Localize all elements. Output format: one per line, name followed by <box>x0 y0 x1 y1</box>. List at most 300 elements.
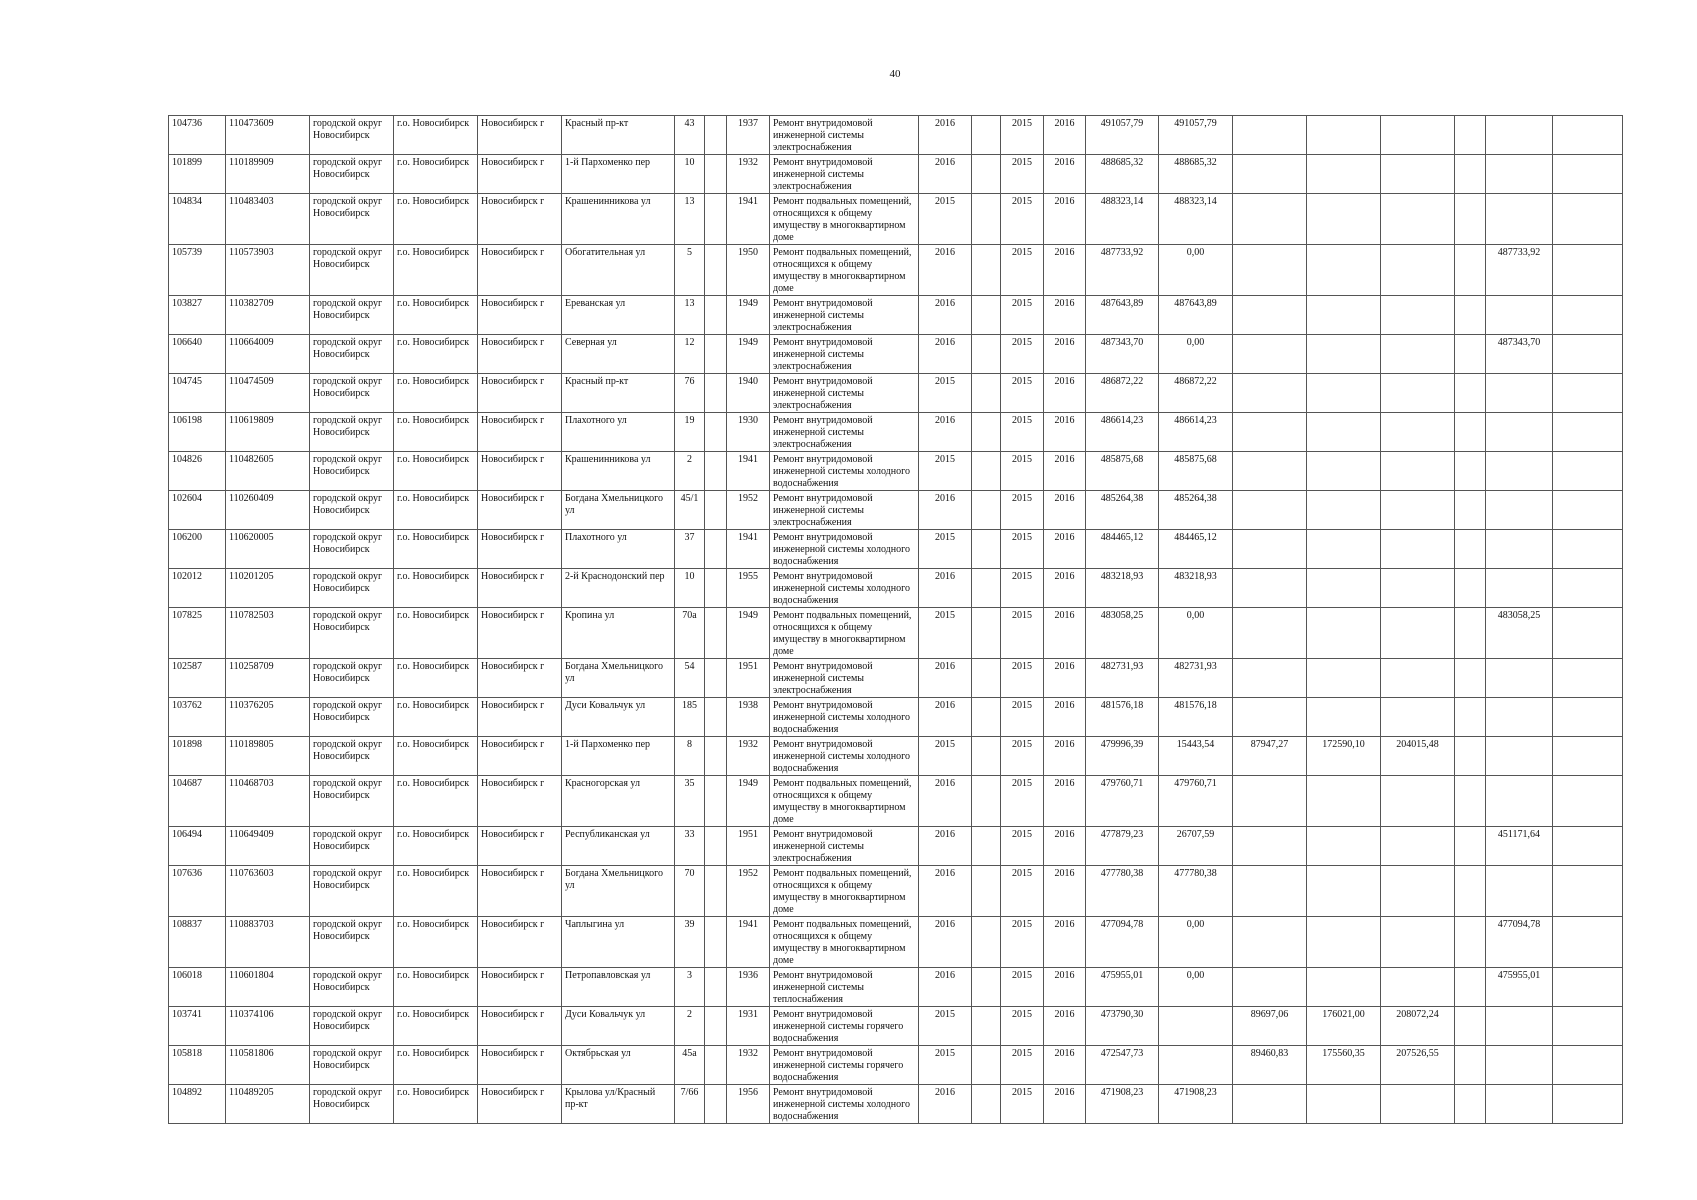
cell-street: Петропавловская ул <box>562 968 675 1007</box>
cell-municipal-unit: г.о. Новосибирск <box>394 194 478 245</box>
cell-period-start: 2015 <box>1001 530 1044 569</box>
cell-cost-other: 487733,92 <box>1486 245 1553 296</box>
cell-cost-owners-3 <box>1381 245 1455 296</box>
cell-period-end: 2016 <box>1044 1007 1086 1046</box>
cell-build-year: 1950 <box>727 245 770 296</box>
cell-house-code: 110201205 <box>226 569 310 608</box>
cell-period-end: 2016 <box>1044 569 1086 608</box>
cell-cost-other <box>1486 737 1553 776</box>
cell-total-cost: 488685,32 <box>1086 155 1159 194</box>
cell-cost-fund: 482731,93 <box>1159 659 1233 698</box>
cell-settlement: Новосибирск г <box>478 491 562 530</box>
cell-total-cost: 475955,01 <box>1086 968 1159 1007</box>
cell-settlement: Новосибирск г <box>478 659 562 698</box>
cell-cost-fund <box>1159 1007 1233 1046</box>
cell-spare <box>1455 827 1486 866</box>
cell-total-cost: 477780,38 <box>1086 866 1159 917</box>
cell-work-type: Ремонт внутридомовой инженерной системы горячего водоснабжения <box>770 1007 919 1046</box>
cell-cost-owners-1 <box>1233 116 1307 155</box>
cell-record-id: 103762 <box>169 698 226 737</box>
cell-municipality: городской округ Новосибирск <box>310 413 394 452</box>
cell-cost-fund: 481576,18 <box>1159 698 1233 737</box>
cell-build-year: 1937 <box>727 116 770 155</box>
cell-period-start: 2015 <box>1001 335 1044 374</box>
cell-total-cost: 485875,68 <box>1086 452 1159 491</box>
cell-record-id: 106198 <box>169 413 226 452</box>
cell-cost-owners-1 <box>1233 1085 1307 1124</box>
cell-build-year: 1951 <box>727 827 770 866</box>
cell-cost-other <box>1486 659 1553 698</box>
cell-total-cost: 483218,93 <box>1086 569 1159 608</box>
cell-extra-year <box>972 1085 1001 1124</box>
cell-period-end: 2016 <box>1044 698 1086 737</box>
cell-period-start: 2015 <box>1001 917 1044 968</box>
cell-municipal-unit: г.о. Новосибирск <box>394 413 478 452</box>
cell-work-type: Ремонт подвальных помещений, относящихся к общему имуществу в многоквартирном доме <box>770 776 919 827</box>
cell-municipal-unit: г.о. Новосибирск <box>394 569 478 608</box>
cell-house-code: 110376205 <box>226 698 310 737</box>
cell-house-number: 35 <box>675 776 705 827</box>
cell-extra-year <box>972 827 1001 866</box>
cell-cost-owners-2 <box>1307 1085 1381 1124</box>
cell-street: Дуси Ковальчук ул <box>562 698 675 737</box>
cell-house-number: 43 <box>675 116 705 155</box>
cell-settlement: Новосибирск г <box>478 968 562 1007</box>
cell-settlement: Новосибирск г <box>478 608 562 659</box>
cell-municipal-unit: г.о. Новосибирск <box>394 917 478 968</box>
table-row <box>169 194 1623 245</box>
cell-work-type: Ремонт внутридомовой инженерной системы холодного водоснабжения <box>770 698 919 737</box>
cell-spare <box>1455 194 1486 245</box>
cell-building <box>705 776 727 827</box>
cell-house-code: 110258709 <box>226 659 310 698</box>
cell-build-year: 1932 <box>727 737 770 776</box>
table-row <box>169 917 1623 968</box>
cell-house-number: 70а <box>675 608 705 659</box>
cell-work-type: Ремонт внутридомовой инженерной системы холодного водоснабжения <box>770 1085 919 1124</box>
cell-cost-owners-2 <box>1307 374 1381 413</box>
cell-cost-owners-1 <box>1233 827 1307 866</box>
cell-settlement: Новосибирск г <box>478 1046 562 1085</box>
cell-record-id: 104687 <box>169 776 226 827</box>
cell-remark <box>1553 413 1623 452</box>
cell-settlement: Новосибирск г <box>478 296 562 335</box>
cell-build-year: 1931 <box>727 1007 770 1046</box>
cell-house-number: 185 <box>675 698 705 737</box>
cell-municipality: городской округ Новосибирск <box>310 698 394 737</box>
cell-municipal-unit: г.о. Новосибирск <box>394 296 478 335</box>
cell-cost-fund: 0,00 <box>1159 917 1233 968</box>
cell-cost-owners-1 <box>1233 296 1307 335</box>
cell-record-id: 104736 <box>169 116 226 155</box>
cell-record-id: 101899 <box>169 155 226 194</box>
cell-cost-owners-2: 172590,10 <box>1307 737 1381 776</box>
cell-cost-owners-1 <box>1233 968 1307 1007</box>
cell-total-cost: 483058,25 <box>1086 608 1159 659</box>
cell-cost-other: 475955,01 <box>1486 968 1553 1007</box>
cell-cost-owners-3 <box>1381 296 1455 335</box>
cell-settlement: Новосибирск г <box>478 452 562 491</box>
cell-extra-year <box>972 155 1001 194</box>
cell-municipal-unit: г.о. Новосибирск <box>394 968 478 1007</box>
cell-build-year: 1930 <box>727 413 770 452</box>
cell-work-type: Ремонт внутридомовой инженерной системы холодного водоснабжения <box>770 737 919 776</box>
cell-planned-year: 2015 <box>919 1046 972 1085</box>
table-row <box>169 296 1623 335</box>
cell-work-type: Ремонт внутридомовой инженерной системы электроснабжения <box>770 296 919 335</box>
cell-work-type: Ремонт подвальных помещений, относящихся к общему имуществу в многоквартирном доме <box>770 194 919 245</box>
cell-cost-owners-1 <box>1233 776 1307 827</box>
cell-period-end: 2016 <box>1044 530 1086 569</box>
cell-period-end: 2016 <box>1044 155 1086 194</box>
cell-cost-fund: 0,00 <box>1159 335 1233 374</box>
cell-remark <box>1553 737 1623 776</box>
cell-municipality: городской округ Новосибирск <box>310 608 394 659</box>
cell-settlement: Новосибирск г <box>478 1085 562 1124</box>
cell-street: Северная ул <box>562 335 675 374</box>
cell-cost-other <box>1486 194 1553 245</box>
cell-period-start: 2015 <box>1001 866 1044 917</box>
cell-building <box>705 245 727 296</box>
cell-extra-year <box>972 737 1001 776</box>
cell-record-id: 105818 <box>169 1046 226 1085</box>
cell-cost-owners-3 <box>1381 530 1455 569</box>
cell-municipal-unit: г.о. Новосибирск <box>394 737 478 776</box>
cell-street: Кропина ул <box>562 608 675 659</box>
cell-house-number: 45а <box>675 1046 705 1085</box>
cell-cost-owners-1 <box>1233 194 1307 245</box>
cell-build-year: 1955 <box>727 569 770 608</box>
cell-cost-owners-2 <box>1307 698 1381 737</box>
cell-extra-year <box>972 194 1001 245</box>
cell-house-code: 110664009 <box>226 335 310 374</box>
cell-extra-year <box>972 776 1001 827</box>
cell-cost-other: 487343,70 <box>1486 335 1553 374</box>
cell-period-end: 2016 <box>1044 374 1086 413</box>
cell-total-cost: 488323,14 <box>1086 194 1159 245</box>
cell-cost-fund: 491057,79 <box>1159 116 1233 155</box>
cell-work-type: Ремонт подвальных помещений, относящихся к общему имуществу в многоквартирном доме <box>770 245 919 296</box>
cell-build-year: 1941 <box>727 530 770 569</box>
cell-planned-year: 2016 <box>919 116 972 155</box>
cell-cost-fund: 471908,23 <box>1159 1085 1233 1124</box>
cell-cost-owners-3 <box>1381 659 1455 698</box>
cell-remark <box>1553 917 1623 968</box>
cell-house-code: 110763603 <box>226 866 310 917</box>
cell-total-cost: 481576,18 <box>1086 698 1159 737</box>
cell-record-id: 108837 <box>169 917 226 968</box>
cell-remark <box>1553 698 1623 737</box>
cell-period-start: 2015 <box>1001 155 1044 194</box>
cell-street: Богдана Хмельницкого ул <box>562 491 675 530</box>
cell-remark <box>1553 335 1623 374</box>
cell-municipality: городской округ Новосибирск <box>310 1046 394 1085</box>
cell-remark <box>1553 827 1623 866</box>
cell-total-cost: 471908,23 <box>1086 1085 1159 1124</box>
cell-remark <box>1553 374 1623 413</box>
cell-house-number: 5 <box>675 245 705 296</box>
cell-period-end: 2016 <box>1044 296 1086 335</box>
cell-cost-fund: 485875,68 <box>1159 452 1233 491</box>
cell-record-id: 106494 <box>169 827 226 866</box>
cell-building <box>705 569 727 608</box>
cell-spare <box>1455 245 1486 296</box>
repair-registry-table <box>168 115 1623 1124</box>
cell-municipality: городской округ Новосибирск <box>310 245 394 296</box>
cell-period-end: 2016 <box>1044 737 1086 776</box>
cell-cost-other <box>1486 866 1553 917</box>
cell-cost-owners-2 <box>1307 245 1381 296</box>
cell-period-start: 2015 <box>1001 737 1044 776</box>
cell-spare <box>1455 413 1486 452</box>
cell-build-year: 1952 <box>727 491 770 530</box>
cell-spare <box>1455 530 1486 569</box>
cell-building <box>705 968 727 1007</box>
cell-planned-year: 2015 <box>919 530 972 569</box>
cell-house-code: 110649409 <box>226 827 310 866</box>
cell-cost-fund: 486872,22 <box>1159 374 1233 413</box>
cell-municipality: городской округ Новосибирск <box>310 866 394 917</box>
cell-planned-year: 2016 <box>919 917 972 968</box>
table-row <box>169 374 1623 413</box>
cell-municipal-unit: г.о. Новосибирск <box>394 827 478 866</box>
cell-remark <box>1553 866 1623 917</box>
cell-period-start: 2015 <box>1001 452 1044 491</box>
cell-remark <box>1553 194 1623 245</box>
cell-planned-year: 2016 <box>919 1085 972 1124</box>
cell-street: Крылова ул/Красный пр-кт <box>562 1085 675 1124</box>
cell-spare <box>1455 866 1486 917</box>
cell-cost-other <box>1486 155 1553 194</box>
cell-period-start: 2015 <box>1001 1046 1044 1085</box>
cell-cost-owners-2 <box>1307 776 1381 827</box>
cell-period-end: 2016 <box>1044 1046 1086 1085</box>
cell-cost-owners-2 <box>1307 155 1381 194</box>
cell-cost-other <box>1486 491 1553 530</box>
cell-settlement: Новосибирск г <box>478 335 562 374</box>
table-row <box>169 569 1623 608</box>
cell-cost-other <box>1486 413 1553 452</box>
cell-street: Крашенинникова ул <box>562 452 675 491</box>
cell-cost-fund: 0,00 <box>1159 245 1233 296</box>
cell-street: Октябрьская ул <box>562 1046 675 1085</box>
cell-house-code: 110260409 <box>226 491 310 530</box>
cell-municipality: городской округ Новосибирск <box>310 1007 394 1046</box>
cell-extra-year <box>972 917 1001 968</box>
cell-planned-year: 2015 <box>919 1007 972 1046</box>
cell-house-number: 37 <box>675 530 705 569</box>
cell-period-end: 2016 <box>1044 866 1086 917</box>
cell-cost-owners-2 <box>1307 866 1381 917</box>
cell-settlement: Новосибирск г <box>478 413 562 452</box>
cell-work-type: Ремонт внутридомовой инженерной системы холодного водоснабжения <box>770 452 919 491</box>
cell-total-cost: 477879,23 <box>1086 827 1159 866</box>
table-row <box>169 827 1623 866</box>
cell-spare <box>1455 296 1486 335</box>
cell-cost-owners-1 <box>1233 659 1307 698</box>
cell-extra-year <box>972 491 1001 530</box>
cell-municipal-unit: г.о. Новосибирск <box>394 530 478 569</box>
cell-total-cost: 479760,71 <box>1086 776 1159 827</box>
cell-cost-owners-3 <box>1381 569 1455 608</box>
cell-cost-owners-3 <box>1381 917 1455 968</box>
cell-period-start: 2015 <box>1001 1085 1044 1124</box>
cell-extra-year <box>972 1007 1001 1046</box>
cell-house-code: 110482605 <box>226 452 310 491</box>
table-row <box>169 335 1623 374</box>
cell-municipal-unit: г.о. Новосибирск <box>394 491 478 530</box>
cell-house-number: 19 <box>675 413 705 452</box>
cell-work-type: Ремонт подвальных помещений, относящихся к общему имуществу в многоквартирном доме <box>770 866 919 917</box>
cell-cost-other <box>1486 1085 1553 1124</box>
cell-house-code: 110489205 <box>226 1085 310 1124</box>
cell-municipality: городской округ Новосибирск <box>310 116 394 155</box>
cell-street: Красный пр-кт <box>562 116 675 155</box>
cell-cost-owners-2 <box>1307 452 1381 491</box>
cell-cost-other <box>1486 452 1553 491</box>
cell-period-start: 2015 <box>1001 296 1044 335</box>
cell-record-id: 104892 <box>169 1085 226 1124</box>
cell-period-start: 2015 <box>1001 245 1044 296</box>
cell-spare <box>1455 659 1486 698</box>
cell-settlement: Новосибирск г <box>478 698 562 737</box>
cell-remark <box>1553 155 1623 194</box>
cell-planned-year: 2016 <box>919 413 972 452</box>
cell-spare <box>1455 374 1486 413</box>
cell-cost-owners-3 <box>1381 116 1455 155</box>
cell-cost-owners-1 <box>1233 698 1307 737</box>
cell-street: Республиканская ул <box>562 827 675 866</box>
cell-record-id: 106018 <box>169 968 226 1007</box>
cell-work-type: Ремонт подвальных помещений, относящихся к общему имуществу в многоквартирном доме <box>770 608 919 659</box>
cell-cost-owners-3 <box>1381 374 1455 413</box>
cell-cost-other <box>1486 776 1553 827</box>
cell-municipality: городской округ Новосибирск <box>310 968 394 1007</box>
cell-spare <box>1455 698 1486 737</box>
cell-building <box>705 827 727 866</box>
cell-cost-other <box>1486 296 1553 335</box>
cell-period-start: 2015 <box>1001 1007 1044 1046</box>
cell-cost-owners-1: 89697,06 <box>1233 1007 1307 1046</box>
cell-work-type: Ремонт внутридомовой инженерной системы электроснабжения <box>770 335 919 374</box>
cell-remark <box>1553 245 1623 296</box>
cell-build-year: 1940 <box>727 374 770 413</box>
cell-cost-owners-2 <box>1307 335 1381 374</box>
cell-cost-fund <box>1159 1046 1233 1085</box>
cell-cost-owners-1 <box>1233 866 1307 917</box>
cell-remark <box>1553 296 1623 335</box>
cell-work-type: Ремонт внутридомовой инженерной системы электроснабжения <box>770 827 919 866</box>
cell-record-id: 104826 <box>169 452 226 491</box>
cell-build-year: 1949 <box>727 335 770 374</box>
cell-cost-other <box>1486 116 1553 155</box>
cell-settlement: Новосибирск г <box>478 737 562 776</box>
cell-build-year: 1936 <box>727 968 770 1007</box>
cell-street: Красногорская ул <box>562 776 675 827</box>
cell-spare <box>1455 968 1486 1007</box>
cell-house-number: 3 <box>675 968 705 1007</box>
cell-spare <box>1455 155 1486 194</box>
cell-cost-owners-2 <box>1307 530 1381 569</box>
cell-cost-owners-1 <box>1233 335 1307 374</box>
cell-municipality: городской округ Новосибирск <box>310 917 394 968</box>
cell-municipality: городской округ Новосибирск <box>310 569 394 608</box>
cell-cost-other <box>1486 530 1553 569</box>
cell-street: Чаплыгина ул <box>562 917 675 968</box>
cell-cost-owners-2 <box>1307 569 1381 608</box>
cell-municipality: городской округ Новосибирск <box>310 827 394 866</box>
table-row <box>169 245 1623 296</box>
cell-municipality: городской округ Новосибирск <box>310 530 394 569</box>
cell-settlement: Новосибирск г <box>478 866 562 917</box>
cell-street: Крашенинникова ул <box>562 194 675 245</box>
cell-cost-fund: 488685,32 <box>1159 155 1233 194</box>
cell-period-end: 2016 <box>1044 335 1086 374</box>
cell-street: 1-й Пархоменко пер <box>562 155 675 194</box>
cell-record-id: 102587 <box>169 659 226 698</box>
cell-building <box>705 194 727 245</box>
cell-build-year: 1932 <box>727 1046 770 1085</box>
cell-planned-year: 2015 <box>919 374 972 413</box>
cell-period-end: 2016 <box>1044 827 1086 866</box>
cell-build-year: 1938 <box>727 698 770 737</box>
cell-municipal-unit: г.о. Новосибирск <box>394 1046 478 1085</box>
cell-cost-owners-3 <box>1381 335 1455 374</box>
cell-record-id: 103827 <box>169 296 226 335</box>
cell-municipality: городской округ Новосибирск <box>310 452 394 491</box>
cell-building <box>705 1085 727 1124</box>
cell-period-start: 2015 <box>1001 698 1044 737</box>
cell-house-number: 8 <box>675 737 705 776</box>
cell-total-cost: 485264,38 <box>1086 491 1159 530</box>
table-row <box>169 155 1623 194</box>
cell-cost-fund: 0,00 <box>1159 968 1233 1007</box>
cell-building <box>705 698 727 737</box>
cell-extra-year <box>972 866 1001 917</box>
cell-cost-owners-2 <box>1307 968 1381 1007</box>
cell-planned-year: 2016 <box>919 245 972 296</box>
cell-remark <box>1553 608 1623 659</box>
cell-extra-year <box>972 116 1001 155</box>
cell-house-code: 110581806 <box>226 1046 310 1085</box>
cell-remark <box>1553 452 1623 491</box>
cell-cost-other: 477094,78 <box>1486 917 1553 968</box>
cell-record-id: 102604 <box>169 491 226 530</box>
page-number: 40 <box>889 68 901 80</box>
cell-work-type: Ремонт внутридомовой инженерной системы электроснабжения <box>770 491 919 530</box>
cell-street: Ереванская ул <box>562 296 675 335</box>
cell-house-number: 33 <box>675 827 705 866</box>
cell-house-number: 10 <box>675 155 705 194</box>
cell-cost-other <box>1486 698 1553 737</box>
cell-building <box>705 1007 727 1046</box>
cell-period-start: 2015 <box>1001 569 1044 608</box>
cell-cost-owners-2 <box>1307 917 1381 968</box>
cell-extra-year <box>972 569 1001 608</box>
cell-period-start: 2015 <box>1001 776 1044 827</box>
cell-period-end: 2016 <box>1044 968 1086 1007</box>
cell-remark <box>1553 530 1623 569</box>
cell-spare <box>1455 608 1486 659</box>
cell-cost-owners-1 <box>1233 608 1307 659</box>
cell-street: Плахотного ул <box>562 530 675 569</box>
cell-municipal-unit: г.о. Новосибирск <box>394 1085 478 1124</box>
cell-cost-fund: 477780,38 <box>1159 866 1233 917</box>
cell-cost-other <box>1486 1046 1553 1085</box>
cell-spare <box>1455 776 1486 827</box>
cell-period-start: 2015 <box>1001 491 1044 530</box>
cell-spare <box>1455 491 1486 530</box>
